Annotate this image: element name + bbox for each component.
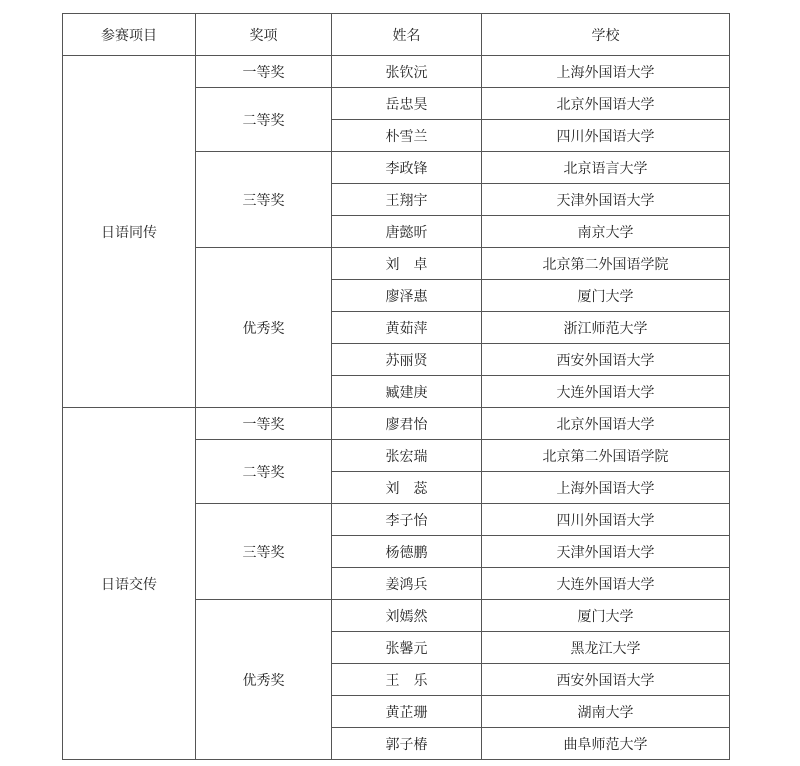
award-level-cell: 三等奖 <box>196 504 332 600</box>
award-level-cell: 优秀奖 <box>196 248 332 408</box>
award-level-cell: 二等奖 <box>196 88 332 152</box>
winner-name-cell: 臧建庚 <box>332 376 482 408</box>
winner-name-cell: 唐懿昕 <box>332 216 482 248</box>
winner-name-cell: 刘 卓 <box>332 248 482 280</box>
header-award: 奖项 <box>196 14 332 56</box>
winner-name-cell: 黄茹萍 <box>332 312 482 344</box>
winner-name-cell: 李政锋 <box>332 152 482 184</box>
school-cell: 北京语言大学 <box>482 152 730 184</box>
school-cell: 天津外国语大学 <box>482 536 730 568</box>
table-row <box>63 56 730 88</box>
school-cell: 四川外国语大学 <box>482 120 730 152</box>
winner-name-cell: 刘嫣然 <box>332 600 482 632</box>
winner-name-cell: 苏丽贤 <box>332 344 482 376</box>
winner-name-cell: 杨德鹏 <box>332 536 482 568</box>
school-cell: 北京第二外国语学院 <box>482 440 730 472</box>
winner-name-cell: 王 乐 <box>332 664 482 696</box>
school-cell: 北京第二外国语学院 <box>482 248 730 280</box>
school-cell: 北京外国语大学 <box>482 408 730 440</box>
school-cell: 厦门大学 <box>482 280 730 312</box>
winner-name-cell: 王翔宇 <box>332 184 482 216</box>
award-level-cell: 二等奖 <box>196 440 332 504</box>
winner-name-cell: 张馨元 <box>332 632 482 664</box>
school-cell: 南京大学 <box>482 216 730 248</box>
winner-name-cell: 李子怡 <box>332 504 482 536</box>
winner-name-cell: 廖君怡 <box>332 408 482 440</box>
table-body <box>63 56 730 760</box>
school-cell: 西安外国语大学 <box>482 664 730 696</box>
project-cell: 日语同传 <box>63 56 196 408</box>
table-row <box>63 408 730 440</box>
school-cell: 上海外国语大学 <box>482 56 730 88</box>
header-row <box>63 14 730 56</box>
winner-name-cell: 廖泽惠 <box>332 280 482 312</box>
school-cell: 上海外国语大学 <box>482 472 730 504</box>
school-cell: 浙江师范大学 <box>482 312 730 344</box>
school-cell: 天津外国语大学 <box>482 184 730 216</box>
winner-name-cell: 朴雪兰 <box>332 120 482 152</box>
header-school: 学校 <box>482 14 730 56</box>
winner-name-cell: 张宏瑞 <box>332 440 482 472</box>
header-project: 参赛项目 <box>63 14 196 56</box>
school-cell: 湖南大学 <box>482 696 730 728</box>
winner-name-cell: 郭子椿 <box>332 728 482 760</box>
school-cell: 大连外国语大学 <box>482 568 730 600</box>
award-level-cell: 优秀奖 <box>196 600 332 760</box>
winner-name-cell: 岳忠昊 <box>332 88 482 120</box>
school-cell: 四川外国语大学 <box>482 504 730 536</box>
school-cell: 大连外国语大学 <box>482 376 730 408</box>
winner-name-cell: 刘 蕊 <box>332 472 482 504</box>
school-cell: 厦门大学 <box>482 600 730 632</box>
winner-name-cell: 姜鸿兵 <box>332 568 482 600</box>
award-level-cell: 一等奖 <box>196 56 332 88</box>
award-level-cell: 一等奖 <box>196 408 332 440</box>
winner-name-cell: 张钦沅 <box>332 56 482 88</box>
header-name: 姓名 <box>332 14 482 56</box>
project-cell: 日语交传 <box>63 408 196 760</box>
school-cell: 黑龙江大学 <box>482 632 730 664</box>
school-cell: 曲阜师范大学 <box>482 728 730 760</box>
winner-name-cell: 黄芷珊 <box>332 696 482 728</box>
award-level-cell: 三等奖 <box>196 152 332 248</box>
school-cell: 西安外国语大学 <box>482 344 730 376</box>
awards-table <box>62 13 730 760</box>
school-cell: 北京外国语大学 <box>482 88 730 120</box>
